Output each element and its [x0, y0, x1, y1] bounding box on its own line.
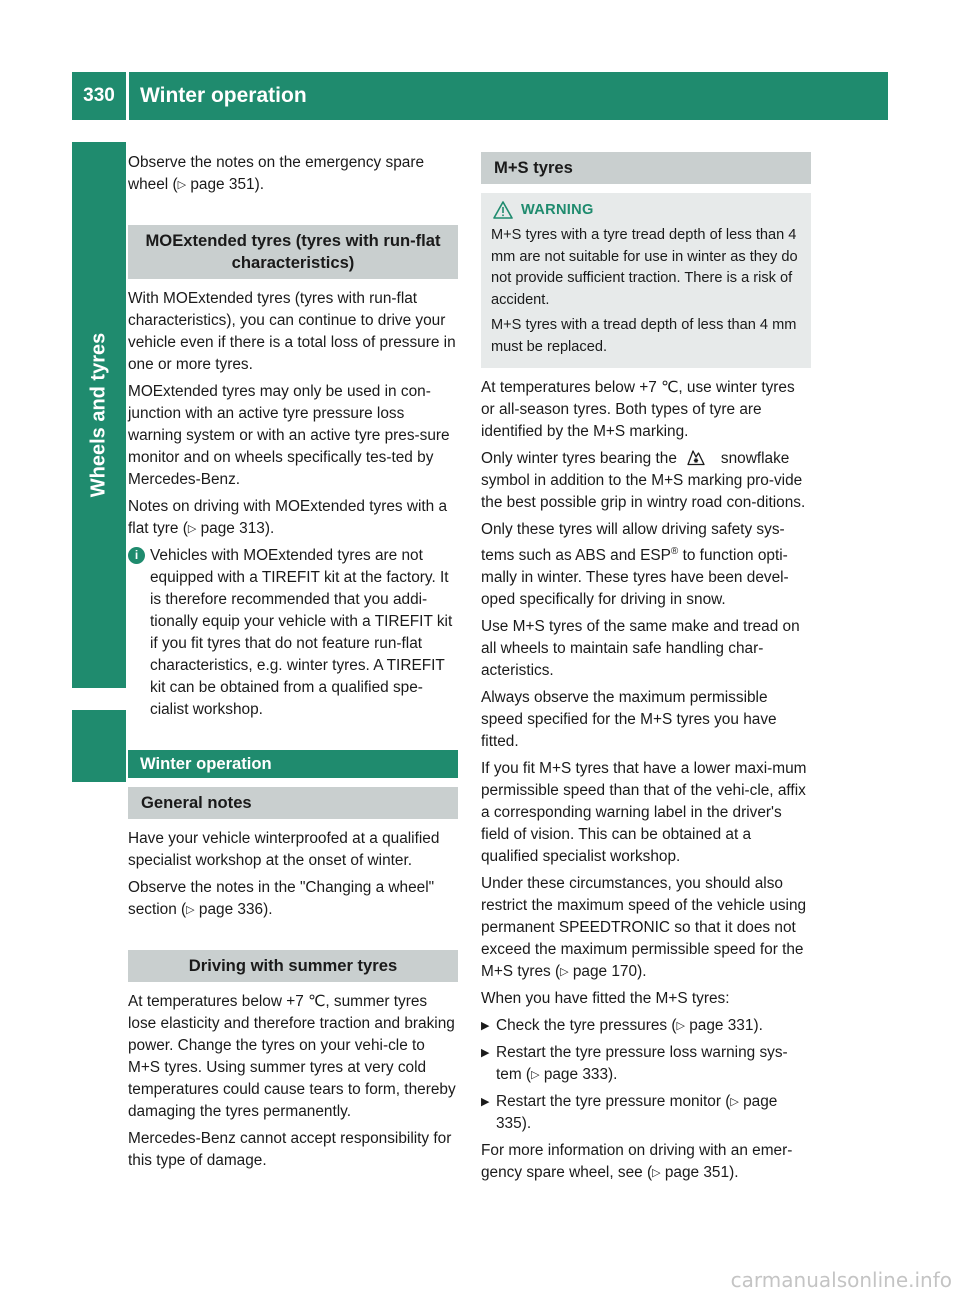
page-ref-icon: ▷ [652, 1167, 661, 1180]
page-ref-icon: ▷ [531, 1069, 540, 1082]
warning-triangle-icon [493, 201, 513, 219]
heading-ms-tyres: M+S tyres [481, 152, 811, 184]
step-item: ▶ Check the tyre pressures (▷ page 331). [481, 1015, 811, 1037]
header-divider [126, 72, 129, 120]
page-ref-link[interactable]: page 351 [190, 176, 255, 193]
ms-paragraph-7: Under these circumstances, you should also restrict the maximum speed of the vehicle using permanent SPEEDTRONIC so that it does not exceed the maximum permissible speed for the M+S tyres (▷ page 170). [481, 875, 807, 981]
page-ref-icon: ▷ [186, 904, 195, 916]
summer-paragraph-1: At temperatures below +7 ℃, summer tyres lose elasticity and therefore traction and braking power. Change the tyres on your vehi-cle to M+S tyres. Using summer tyres at very cold temperatures could cause tears to form, thereby damaging the tyres permanently. [128, 993, 456, 1120]
page-ref-link[interactable]: page 313 [200, 520, 265, 537]
heading-winter-operation: Winter operation [128, 750, 458, 778]
page-ref-link[interactable]: page 333 [543, 1066, 609, 1084]
warning-text-1: M+S tyres with a tyre tread depth of less than 4 mm are not suitable for use in winter as they do not provide sufficient traction. There is a risk of accident. [491, 227, 798, 308]
info-icon: i [128, 547, 145, 564]
info-note-text: Vehicles with MOExtended tyres are not equipped with a TIREFIT kit at the factory. It is therefore recommended that you addi-tionally equip your vehicle with a TIREFIT kit if you fit tyres that do not feature run-flat characteristics, e.g. winter tyres. A TIREFIT kit can be obtained from a qualified spe-cialist workshop. [150, 547, 453, 718]
general-paragraph-2: Observe the notes in the "Changing a wheel" section (▷ page 336). [128, 879, 435, 918]
moextended-paragraph-1: With MOExtended tyres (tyres with run-flat characteristics), you can continue to drive your vehicle even if there is a total loss of pressure in one or more tyres. [128, 290, 456, 373]
side-tab-label: Wheels and tyres [87, 332, 110, 498]
step-item: ▶ Restart the tyre pressure loss warning sys-tem (▷ page 333). [481, 1042, 811, 1086]
page-ref-icon: ▷ [177, 179, 187, 191]
page-ref-link[interactable]: page 351 [664, 1164, 730, 1182]
warning-label: WARNING [521, 202, 594, 218]
page-ref-icon: ▷ [560, 966, 569, 979]
general-paragraph-1: Have your vehicle winterproofed at a qualified specialist workshop at the onset of winter. [128, 830, 440, 869]
ms-paragraph-4: Use M+S tyres of the same make and tread on all wheels to maintain safe handling char-acteristics. [481, 618, 800, 680]
page-title: Winter operation [140, 84, 307, 107]
heading-summer-tyres: Driving with summer tyres [128, 950, 458, 982]
page-ref-icon: ▷ [187, 523, 197, 535]
summer-paragraph-2: Mercedes-Benz cannot accept responsibility for this type of damage. [128, 1130, 452, 1169]
step-item: ▶ Restart the tyre pressure monitor (▷ page 335). [481, 1091, 811, 1135]
moextended-paragraph-3: Notes on driving with MOExtended tyres with a flat tyre (▷ page 313). [128, 498, 448, 537]
page-number: 330 [83, 85, 115, 106]
watermark: carmanualsonline.info [730, 1268, 952, 1292]
snowflake-mountain-icon [687, 448, 705, 466]
ms-paragraph-5: Always observe the maximum permissible speed specified for the M+S tyres you have fitted. [481, 689, 777, 751]
page-ref-link[interactable]: page 336 [198, 901, 264, 918]
ms-paragraph-8: When you have fitted the M+S tyres: [481, 990, 730, 1008]
right-column [481, 152, 811, 1189]
step-arrow-icon: ▶ [481, 1020, 490, 1033]
moextended-paragraph-2: MOExtended tyres may only be used in con-junction with an active tyre pressure loss warning system or with an active tyre pres-sure monitor and on wheels specifically tes-ted by Mercedes-Benz. [128, 383, 450, 488]
step-arrow-icon: ▶ [481, 1096, 490, 1109]
left-column [128, 152, 458, 1177]
side-tab-marker [72, 710, 126, 782]
ms-paragraph-9: For more information on driving with an emer-gency spare wheel, see (▷ page 351). [481, 1142, 793, 1182]
page-ref-icon: ▷ [676, 1020, 685, 1033]
ms-paragraph-6: If you fit M+S tyres that have a lower maxi-mum permissible speed than that of the vehi-cle, affix a corresponding warning label in the driver's field of vision. This can be obtained at a qualified specialist workshop. [481, 760, 807, 866]
page-ref-link[interactable]: page 335 [496, 1093, 778, 1133]
info-note [128, 545, 458, 721]
ms-paragraph-3: Only these tyres will allow driving safety sys-tems such as ABS and ESP® to function opti-mally in winter. These tyres have been devel-oped specifically for driving in snow. [481, 521, 789, 609]
warning-box [481, 193, 811, 368]
page-ref-link[interactable]: page 331 [689, 1017, 754, 1035]
heading-general-notes: General notes [128, 787, 458, 819]
page-ref-icon: ▷ [730, 1096, 739, 1109]
ms-paragraph-1: At temperatures below +7 ℃, use winter tyres or all-season tyres. Both types of tyre are identified by the M+S marking. [481, 379, 795, 440]
warning-text-2: M+S tyres with a tread depth of less than 4 mm must be replaced. [491, 317, 797, 355]
heading-moextended: MOExtended tyres (tyres with run-flat characteristics) [128, 225, 458, 279]
step-arrow-icon: ▶ [481, 1047, 490, 1060]
ms-paragraph-2: Only winter tyres bearing the snowflake symbol in addition to the M+S marking pro-vide the best possible grip in wintry road con-ditions. [481, 450, 806, 511]
spare-wheel-paragraph: Observe the notes on the emergency spare wheel (▷ page 351). [128, 154, 425, 193]
page-ref-link[interactable]: page 170 [572, 963, 638, 981]
